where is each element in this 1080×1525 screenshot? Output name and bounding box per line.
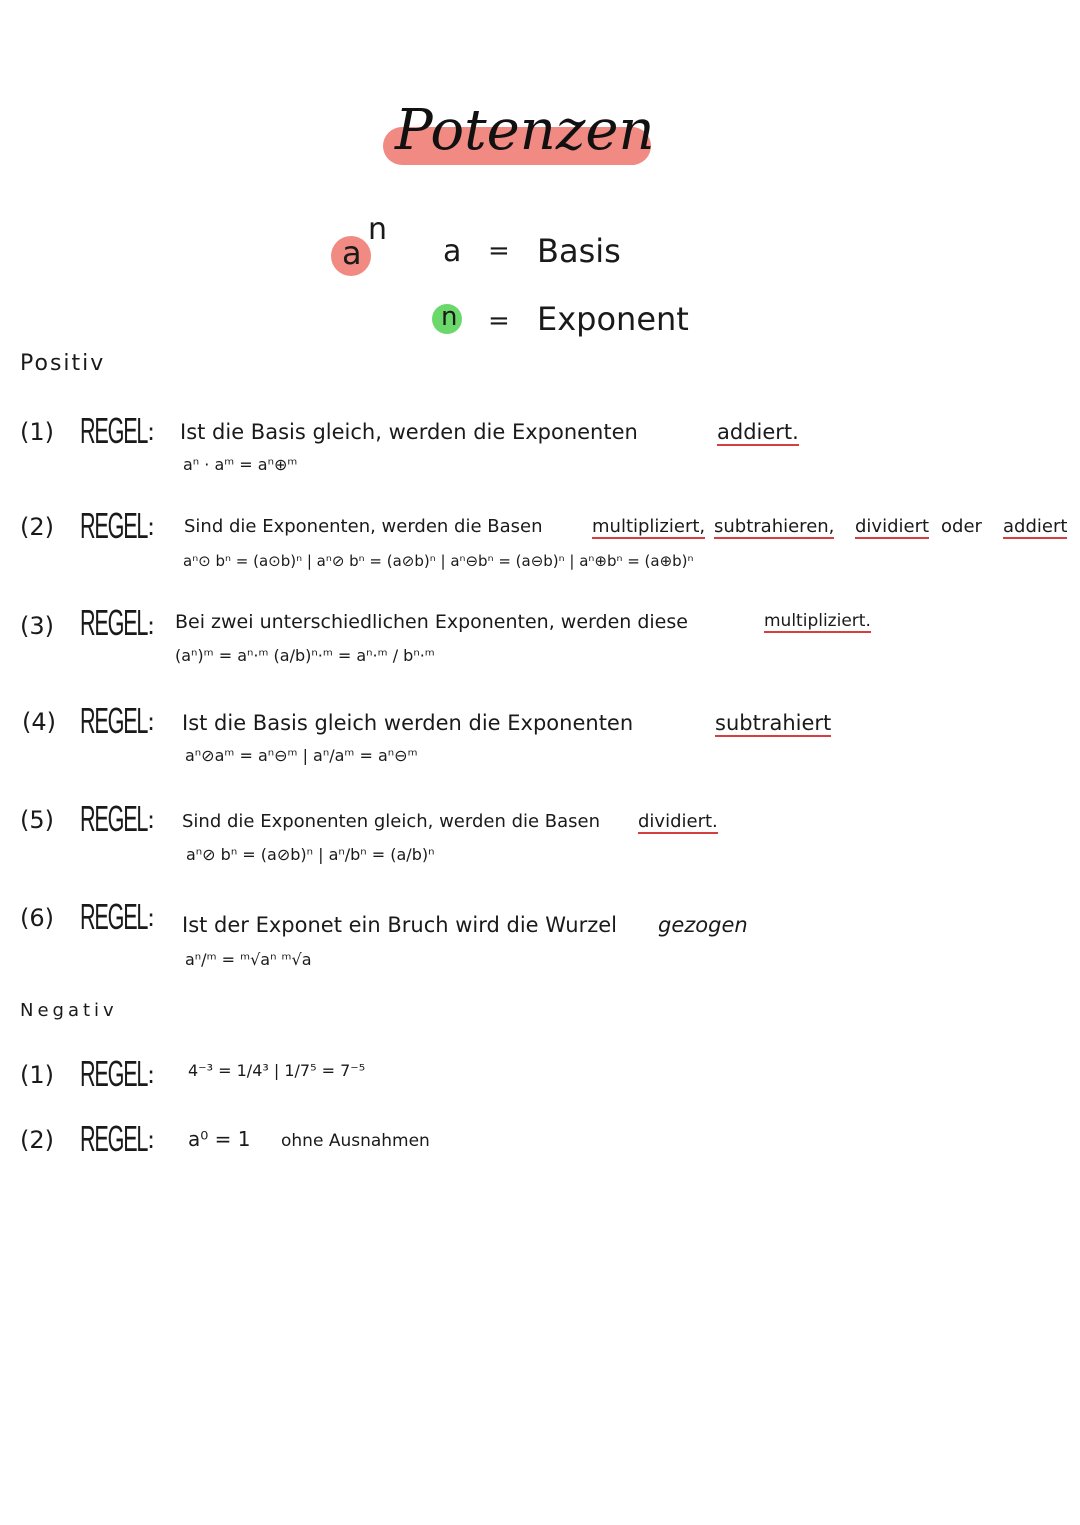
rule-label: REGEL [80, 505, 148, 546]
rule-text: Sind die Exponenten, werden die Basen [184, 516, 543, 537]
rule-label: REGEL [80, 896, 148, 937]
rule-colon: : [147, 708, 156, 736]
rule-keyword: subtrahiert [715, 711, 832, 735]
rule-label: REGEL [80, 602, 148, 643]
rule-text: Ist der Exponet ein Bruch wird die Wurzel [182, 913, 618, 937]
rule-note: ohne Ausnahmen [281, 1131, 430, 1151]
rule-keyword: dividiert. [638, 811, 718, 832]
rule-connector: oder [941, 516, 982, 537]
rule-formula: aⁿ · aᵐ = aⁿ⊕ᵐ [183, 455, 298, 474]
rule-text: Ist die Basis gleich, werden die Exponenten [180, 420, 638, 444]
rule-label: REGEL [80, 1118, 148, 1159]
rule-label: REGEL [80, 1053, 148, 1094]
base-symbol: a [342, 234, 362, 272]
rule-formula: aⁿ/ᵐ = ᵐ√aⁿ ᵐ√a [185, 950, 312, 969]
rule-label: REGEL [80, 798, 148, 839]
rule-formula: aⁿ⊙ bⁿ = (a⊙b)ⁿ | aⁿ⊘ bⁿ = (a⊘b)ⁿ | aⁿ⊖bⁿ = (a⊖b)ⁿ | aⁿ⊕bⁿ = (a⊕b)ⁿ [183, 552, 694, 570]
rule-colon: : [147, 612, 156, 640]
rule-number: (3) [20, 612, 54, 640]
rule-colon: : [147, 1126, 156, 1154]
section-negativ: Negativ [20, 1000, 118, 1021]
section-positiv: Positiv [20, 351, 106, 376]
page-title: Potenzen [395, 98, 655, 163]
rule-number: (5) [20, 806, 54, 834]
rule-label: REGEL [80, 410, 148, 451]
rule-text: Sind die Exponenten gleich, werden die Basen [182, 811, 601, 832]
rule-number: (2) [20, 1126, 54, 1154]
legend-exp-sym: n [441, 302, 458, 332]
rule-number: (1) [20, 418, 54, 446]
rule-keyword: addiert. [717, 420, 799, 444]
rule-formula: (aⁿ)ᵐ = aⁿ·ᵐ (a/b)ⁿ·ᵐ = aⁿ·ᵐ / bⁿ·ᵐ [175, 646, 435, 665]
rule-keyword: dividiert [855, 516, 930, 537]
rule-number: (1) [20, 1061, 54, 1089]
rule-keyword: gezogen [658, 913, 748, 937]
rule-keyword: addiert [1003, 516, 1068, 537]
rule-colon: : [147, 513, 156, 541]
rule-colon: : [147, 904, 156, 932]
legend-base-label: Basis [537, 232, 621, 270]
legend-base-eq: = [488, 236, 510, 266]
rule-formula: a⁰ = 1 [188, 1127, 251, 1151]
exponent-symbol: n [368, 212, 388, 247]
rule-number: (2) [20, 513, 54, 541]
rule-number: (4) [22, 708, 56, 736]
rule-colon: : [147, 1061, 156, 1089]
rule-keyword: multipliziert, [592, 516, 706, 537]
rule-number: (6) [20, 904, 54, 932]
rule-formula: aⁿ⊘ bⁿ = (a⊘b)ⁿ | aⁿ/bⁿ = (a/b)ⁿ [186, 845, 435, 864]
rule-keyword: multipliziert. [764, 611, 871, 631]
rule-colon: : [147, 806, 156, 834]
rule-text: Ist die Basis gleich werden die Exponenten [182, 711, 634, 735]
rule-keyword: subtrahieren, [714, 516, 835, 537]
legend-exp-label: Exponent [537, 300, 689, 338]
rule-text: Bei zwei unterschiedlichen Exponenten, werden diese [175, 611, 688, 633]
rule-formula: aⁿ⊘aᵐ = aⁿ⊖ᵐ | aⁿ/aᵐ = aⁿ⊖ᵐ [185, 746, 418, 765]
legend-base-sym: a [443, 234, 462, 269]
rule-label: REGEL [80, 700, 148, 741]
legend-exp-eq: = [488, 306, 510, 336]
rule-colon: : [147, 418, 156, 446]
rule-formula: 4⁻³ = 1/4³ | 1/7⁵ = 7⁻⁵ [188, 1061, 366, 1080]
